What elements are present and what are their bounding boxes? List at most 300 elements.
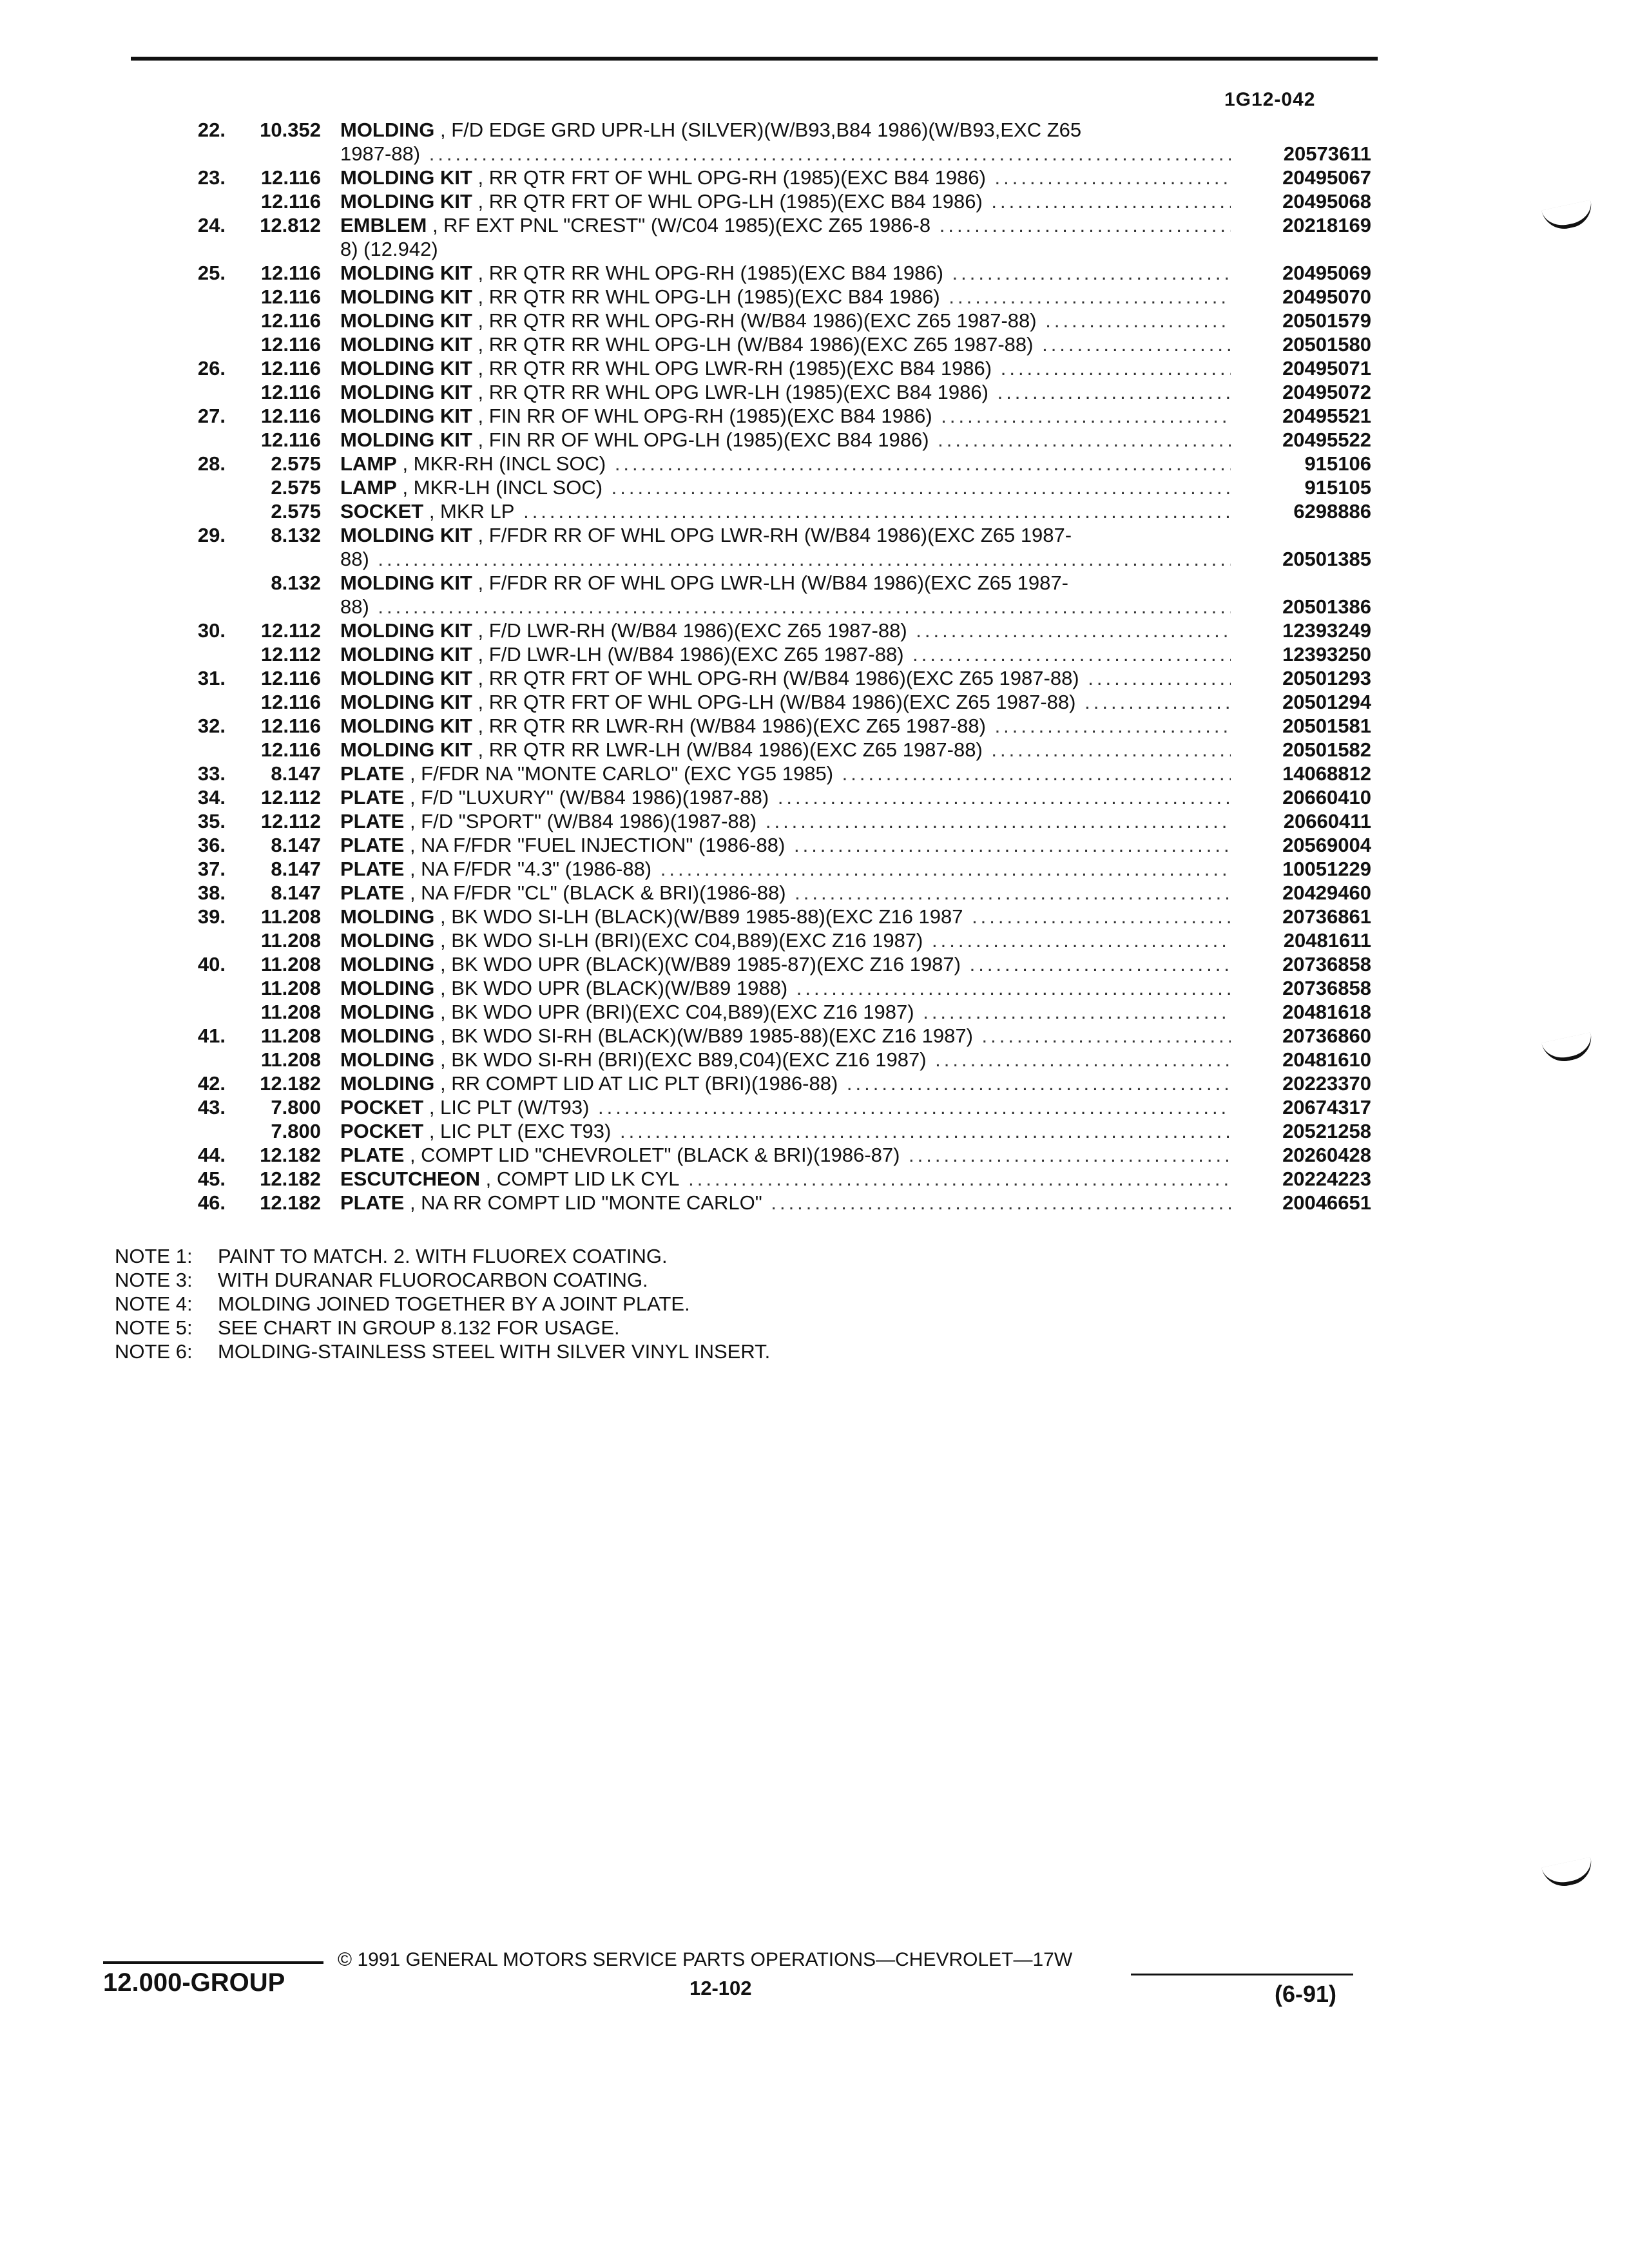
parts-row [0, 928, 1629, 952]
note-label: NOTE 4: [115, 1293, 193, 1315]
item-name: MOLDING KIT [340, 262, 472, 284]
item-name: PLATE [340, 881, 405, 904]
item-detail: , MKR LP [429, 500, 515, 523]
item-key: 40. [197, 953, 226, 975]
part-number: 20429460 [1282, 881, 1371, 904]
item-description [340, 1048, 1231, 1072]
item-detail: , F/D LWR-RH (W/B84 1986)(EXC Z65 1987-88) [477, 619, 907, 642]
item-detail: , RR QTR FRT OF WHL OPG-LH (W/B84 1986)(EXC Z65 1987-88) [477, 691, 1076, 713]
item-name: MOLDING [340, 1001, 435, 1023]
item-description [340, 356, 1231, 380]
group-number: 12.182 [260, 1144, 321, 1166]
item-name: MOLDING [340, 977, 435, 999]
item-description [340, 762, 1231, 785]
parts-row [0, 1167, 1629, 1191]
item-detail: , NA F/FDR "CL" (BLACK & BRI)(1986-88) [409, 881, 786, 904]
note-label: NOTE 6: [115, 1340, 193, 1363]
item-key: 39. [197, 905, 226, 928]
group-number: 12.182 [260, 1072, 321, 1095]
group-number: 12.112 [260, 786, 321, 809]
group-number: 11.208 [260, 977, 321, 999]
group-number: 8.147 [271, 858, 321, 880]
item-name: MOLDING KIT [340, 357, 472, 380]
item-detail: 1987-88) [340, 142, 421, 165]
group-number: 12.116 [260, 357, 321, 380]
group-number: 7.800 [271, 1120, 321, 1142]
parts-row [0, 881, 1629, 905]
group-number: 11.208 [260, 953, 321, 975]
part-number: 6298886 [1293, 500, 1371, 523]
group-number: 12.116 [260, 381, 321, 403]
parts-row [0, 976, 1629, 1000]
item-detail: , BK WDO SI-RH (BLACK)(W/B89 1985-88)(EXC Z16 1987) [440, 1024, 973, 1047]
item-name: POCKET [340, 1096, 424, 1119]
item-key: 34. [197, 786, 226, 809]
item-detail: , RR QTR RR WHL OPG-LH (W/B84 1986)(EXC Z65 1987-88) [477, 333, 1034, 356]
item-detail: , BK WDO UPR (BLACK)(W/B89 1985-87)(EXC Z16 1987) [440, 953, 961, 975]
item-detail: 88) [340, 548, 369, 570]
part-number: 20501293 [1282, 667, 1371, 689]
part-number: 20736861 [1282, 905, 1371, 928]
group-number: 2.575 [271, 500, 321, 523]
item-detail: , RR QTR FRT OF WHL OPG-RH (1985)(EXC B84 1986) [477, 166, 986, 189]
part-number: 915105 [1304, 476, 1371, 499]
part-number: 20495521 [1282, 405, 1371, 427]
item-name: PLATE [340, 810, 405, 832]
item-description [340, 189, 1231, 213]
item-name: MOLDING KIT [340, 190, 472, 213]
item-name: MOLDING KIT [340, 405, 472, 427]
parts-row [0, 237, 1629, 261]
part-number: 20495070 [1282, 285, 1371, 308]
item-name: MOLDING [340, 953, 435, 975]
part-number: 20501386 [1282, 595, 1371, 618]
parts-list [0, 118, 1629, 1215]
item-detail: , NA RR COMPT LID "MONTE CARLO" [409, 1191, 762, 1214]
top-rule [131, 57, 1378, 61]
item-description [340, 1167, 1231, 1191]
item-description [340, 785, 1231, 809]
item-description [340, 976, 1231, 1000]
parts-row [0, 118, 1629, 142]
item-key: 37. [197, 858, 226, 880]
group-number: 11.208 [260, 905, 321, 928]
part-number: 20736858 [1282, 953, 1371, 975]
item-detail: , BK WDO SI-LH (BLACK)(W/B89 1985-88)(EXC Z16 1987 [440, 905, 963, 928]
item-name: ESCUTCHEON [340, 1168, 481, 1190]
item-detail: , F/FDR RR OF WHL OPG LWR-RH (W/B84 1986)(EXC Z65 1987- [477, 524, 1072, 546]
item-name: MOLDING KIT [340, 524, 472, 546]
parts-row [0, 1048, 1629, 1072]
item-description [340, 619, 1231, 642]
item-detail: , RF EXT PNL "CREST" (W/C04 1985)(EXC Z65 1986-8 [432, 214, 931, 236]
item-description [340, 881, 1231, 905]
item-detail: 88) [340, 595, 369, 618]
notes-section [115, 1244, 770, 1363]
item-key: 31. [197, 667, 226, 689]
item-name: MOLDING KIT [340, 381, 472, 403]
item-description [340, 380, 1231, 404]
parts-row [0, 1191, 1629, 1215]
item-description [340, 213, 1231, 237]
item-key: 38. [197, 881, 226, 904]
parts-row [0, 571, 1629, 595]
item-description [340, 928, 1231, 952]
item-name: MOLDING [340, 119, 435, 141]
item-description [340, 547, 1231, 571]
item-key: 42. [197, 1072, 226, 1095]
item-detail: 8) (12.942) [340, 238, 438, 260]
item-description [340, 1095, 1231, 1119]
item-name: EMBLEM [340, 214, 427, 236]
item-detail: , FIN RR OF WHL OPG-RH (1985)(EXC B84 1986) [477, 405, 932, 427]
item-name: MOLDING [340, 905, 435, 928]
item-name: MOLDING KIT [340, 691, 472, 713]
note-text: MOLDING-STAINLESS STEEL WITH SILVER VINYL INSERT. [218, 1340, 771, 1363]
item-detail: , NA F/FDR "FUEL INJECTION" (1986-88) [409, 834, 786, 856]
item-description [340, 714, 1231, 738]
parts-row [0, 1143, 1629, 1167]
note-text: SEE CHART IN GROUP 8.132 FOR USAGE. [218, 1316, 620, 1339]
parts-row [0, 1024, 1629, 1048]
part-number: 20495067 [1282, 166, 1371, 189]
item-detail: , RR QTR RR WHL OPG-LH (1985)(EXC B84 1986) [477, 285, 940, 308]
item-description [340, 523, 1231, 547]
group-number: 12.112 [260, 643, 321, 666]
group-number: 11.208 [260, 1048, 321, 1071]
item-detail: , BK WDO UPR (BRI)(EXC C04,B89)(EXC Z16 1987) [440, 1001, 914, 1023]
group-number: 12.116 [260, 405, 321, 427]
item-detail: , RR QTR RR WHL OPG-RH (W/B84 1986)(EXC Z65 1987-88) [477, 309, 1037, 332]
item-detail: , RR QTR RR WHL OPG LWR-RH (1985)(EXC B84 1986) [477, 357, 992, 380]
item-detail: , F/D LWR-LH (W/B84 1986)(EXC Z65 1987-88) [477, 643, 904, 666]
parts-row [0, 309, 1629, 332]
group-number: 8.147 [271, 834, 321, 856]
item-key: 43. [197, 1096, 226, 1119]
footer-date: (6-91) [1275, 1981, 1337, 2007]
group-number: 8.132 [271, 524, 321, 546]
part-number: 915106 [1304, 452, 1371, 475]
parts-row [0, 428, 1629, 452]
note-line [115, 1268, 770, 1292]
parts-row [0, 547, 1629, 571]
item-detail: , NA F/FDR "4.3" (1986-88) [409, 858, 652, 880]
group-number: 8.147 [271, 762, 321, 785]
item-key: 26. [197, 357, 226, 380]
note-label: NOTE 5: [115, 1316, 193, 1339]
item-name: MOLDING KIT [340, 667, 472, 689]
item-detail: , RR QTR RR LWR-RH (W/B84 1986)(EXC Z65 1987-88) [477, 715, 986, 737]
group-number: 12.116 [260, 715, 321, 737]
item-name: LAMP [340, 452, 397, 475]
item-key: 36. [197, 834, 226, 856]
item-name: MOLDING [340, 1072, 435, 1095]
group-number: 12.116 [260, 166, 321, 189]
item-detail: , RR QTR RR WHL OPG-RH (1985)(EXC B84 1986) [477, 262, 943, 284]
part-number: 12393249 [1282, 619, 1371, 642]
item-detail: , F/FDR RR OF WHL OPG LWR-LH (W/B84 1986)(EXC Z65 1987- [477, 572, 1068, 594]
item-key: 24. [197, 214, 226, 236]
note-text: PAINT TO MATCH. 2. WITH FLUOREX COATING. [218, 1245, 668, 1267]
item-detail: , LIC PLT (W/T93) [429, 1096, 590, 1119]
item-description [340, 476, 1231, 499]
part-number: 20660411 [1283, 810, 1371, 832]
item-name: LAMP [340, 476, 397, 499]
item-detail: , RR QTR RR WHL OPG LWR-LH (1985)(EXC B84 1986) [477, 381, 988, 403]
group-number: 12.182 [260, 1191, 321, 1214]
parts-row [0, 785, 1629, 809]
item-description [340, 690, 1231, 714]
item-description [340, 571, 1231, 595]
group-number: 12.116 [260, 309, 321, 332]
footer-group: 12.000-GROUP [103, 1968, 285, 1997]
item-description [340, 404, 1231, 428]
item-description [340, 905, 1231, 928]
part-number: 20260428 [1282, 1144, 1371, 1166]
parts-row [0, 356, 1629, 380]
item-name: POCKET [340, 1120, 424, 1142]
item-description [340, 332, 1231, 356]
item-description [340, 118, 1231, 142]
parts-row [0, 261, 1629, 285]
parts-row [0, 142, 1629, 166]
parts-row [0, 476, 1629, 499]
parts-row [0, 166, 1629, 189]
item-name: MOLDING KIT [340, 572, 472, 594]
item-detail: , MKR-RH (INCL SOC) [402, 452, 606, 475]
group-number: 10.352 [260, 119, 321, 141]
item-detail: , RR QTR RR LWR-LH (W/B84 1986)(EXC Z65 1987-88) [477, 738, 983, 761]
parts-row [0, 642, 1629, 666]
binder-hole-mark [1541, 1857, 1595, 1890]
part-number: 20495072 [1282, 381, 1371, 403]
item-description [340, 1143, 1231, 1167]
parts-row [0, 1072, 1629, 1095]
item-name: PLATE [340, 1191, 405, 1214]
item-description [340, 738, 1231, 762]
item-description [340, 857, 1231, 881]
item-name: MOLDING KIT [340, 333, 472, 356]
note-label: NOTE 3: [115, 1269, 193, 1291]
part-number: 20224223 [1282, 1168, 1371, 1190]
parts-row [0, 404, 1629, 428]
item-detail: , MKR-LH (INCL SOC) [402, 476, 603, 499]
parts-row [0, 1095, 1629, 1119]
item-key: 28. [197, 452, 226, 475]
item-detail: , COMPT LID LK CYL [485, 1168, 680, 1190]
item-name: MOLDING KIT [340, 285, 472, 308]
item-detail: , BK WDO SI-RH (BRI)(EXC B89,C04)(EXC Z16 1987) [440, 1048, 927, 1071]
parts-row [0, 809, 1629, 833]
item-description [340, 1000, 1231, 1024]
parts-row [0, 714, 1629, 738]
item-description [340, 285, 1231, 309]
group-number: 11.208 [260, 929, 321, 952]
item-description [340, 261, 1231, 285]
item-key: 30. [197, 619, 226, 642]
part-number: 20569004 [1282, 834, 1371, 856]
item-key: 23. [197, 166, 226, 189]
parts-row [0, 332, 1629, 356]
part-number: 20223370 [1282, 1072, 1371, 1095]
parts-row [0, 595, 1629, 619]
parts-row [0, 762, 1629, 785]
part-number: 20674317 [1282, 1096, 1371, 1119]
part-number: 20501385 [1282, 548, 1371, 570]
item-detail: , BK WDO UPR (BLACK)(W/B89 1988) [440, 977, 788, 999]
item-description [340, 452, 1231, 476]
item-key: 22. [197, 119, 226, 141]
item-key: 29. [197, 524, 226, 546]
parts-row [0, 499, 1629, 523]
group-number: 12.116 [260, 262, 321, 284]
part-number: 14068812 [1282, 762, 1371, 785]
parts-row [0, 952, 1629, 976]
part-number: 20573611 [1283, 142, 1371, 165]
group-number: 12.112 [260, 619, 321, 642]
item-key: 35. [197, 810, 226, 832]
footer-copyright: © 1991 GENERAL MOTORS SERVICE PARTS OPERATIONS—CHEVROLET—17W [338, 1949, 1073, 1970]
parts-row [0, 905, 1629, 928]
item-detail: , F/D "SPORT" (W/B84 1986)(1987-88) [409, 810, 757, 832]
group-number: 8.132 [271, 572, 321, 594]
item-description [340, 166, 1231, 189]
group-number: 12.182 [260, 1168, 321, 1190]
item-key: 46. [197, 1191, 226, 1214]
item-description [340, 1191, 1231, 1215]
item-name: MOLDING KIT [340, 738, 472, 761]
part-number: 20495069 [1282, 262, 1371, 284]
parts-row [0, 738, 1629, 762]
group-number: 11.208 [260, 1001, 321, 1023]
item-key: 45. [197, 1168, 226, 1190]
group-number: 2.575 [271, 452, 321, 475]
item-detail: , FIN RR OF WHL OPG-LH (1985)(EXC B84 1986) [477, 428, 929, 451]
parts-row [0, 690, 1629, 714]
group-number: 8.147 [271, 881, 321, 904]
item-description [340, 642, 1231, 666]
part-number: 20501580 [1282, 333, 1371, 356]
note-line [115, 1244, 770, 1268]
parts-row [0, 666, 1629, 690]
item-detail: , RR QTR FRT OF WHL OPG-RH (W/B84 1986)(EXC Z65 1987-88) [477, 667, 1079, 689]
part-number: 20736858 [1282, 977, 1371, 999]
item-description [340, 952, 1231, 976]
part-number: 20501294 [1282, 691, 1371, 713]
group-number: 12.116 [260, 285, 321, 308]
note-line [115, 1340, 770, 1363]
group-number: 12.116 [260, 190, 321, 213]
item-key: 32. [197, 715, 226, 737]
part-number: 20046651 [1282, 1191, 1371, 1214]
item-description [340, 666, 1231, 690]
item-key: 41. [197, 1024, 226, 1047]
item-key: 44. [197, 1144, 226, 1166]
part-number: 20481610 [1282, 1048, 1371, 1071]
group-number: 7.800 [271, 1096, 321, 1119]
part-number: 20501582 [1282, 738, 1371, 761]
item-description [340, 309, 1231, 332]
parts-row [0, 619, 1629, 642]
item-detail: , RR QTR FRT OF WHL OPG-LH (1985)(EXC B84 1986) [477, 190, 983, 213]
item-description [340, 237, 1231, 261]
part-number: 20495071 [1282, 357, 1371, 380]
part-number: 20660410 [1282, 786, 1371, 809]
parts-row [0, 1000, 1629, 1024]
item-name: MOLDING KIT [340, 619, 472, 642]
parts-row [0, 380, 1629, 404]
item-name: SOCKET [340, 500, 424, 523]
part-number: 20481618 [1282, 1001, 1371, 1023]
parts-row [0, 285, 1629, 309]
item-key: 27. [197, 405, 226, 427]
item-detail: , COMPT LID "CHEVROLET" (BLACK & BRI)(1986-87) [409, 1144, 900, 1166]
item-name: MOLDING KIT [340, 643, 472, 666]
parts-row [0, 189, 1629, 213]
item-description [340, 499, 1231, 523]
part-number: 12393250 [1282, 643, 1371, 666]
item-description [340, 809, 1231, 833]
group-number: 12.112 [260, 810, 321, 832]
part-number: 10051229 [1282, 858, 1371, 880]
item-detail: , BK WDO SI-LH (BRI)(EXC C04,B89)(EXC Z16 1987) [440, 929, 923, 952]
item-detail: , F/FDR NA "MONTE CARLO" (EXC YG5 1985) [409, 762, 834, 785]
item-name: MOLDING KIT [340, 715, 472, 737]
part-number: 20218169 [1282, 214, 1371, 236]
page-code: 1G12-042 [1224, 89, 1316, 110]
item-name: MOLDING KIT [340, 166, 472, 189]
item-key: 33. [197, 762, 226, 785]
item-description [340, 833, 1231, 857]
part-number: 20481611 [1283, 929, 1371, 952]
item-name: MOLDING KIT [340, 309, 472, 332]
group-number: 12.116 [260, 667, 321, 689]
parts-row [0, 1119, 1629, 1143]
footer-rule-left [103, 1961, 323, 1964]
part-number: 20736860 [1282, 1024, 1371, 1047]
item-name: MOLDING [340, 929, 435, 952]
part-number: 20495522 [1282, 428, 1371, 451]
item-description [340, 1119, 1231, 1143]
item-name: PLATE [340, 762, 405, 785]
item-key: 25. [197, 262, 226, 284]
parts-row [0, 523, 1629, 547]
footer-page-number: 12-102 [689, 1977, 752, 1999]
item-description [340, 428, 1231, 452]
note-text: WITH DURANAR FLUOROCARBON COATING. [218, 1269, 648, 1291]
group-number: 12.116 [260, 738, 321, 761]
item-name: MOLDING KIT [340, 428, 472, 451]
item-detail: , LIC PLT (EXC T93) [429, 1120, 612, 1142]
note-label: NOTE 1: [115, 1245, 193, 1267]
group-number: 12.812 [260, 214, 321, 236]
item-detail: , F/D EDGE GRD UPR-LH (SILVER)(W/B93,B84 1986)(W/B93,EXC Z65 [440, 119, 1082, 141]
group-number: 12.116 [260, 428, 321, 451]
part-number: 20521258 [1282, 1120, 1371, 1142]
item-description [340, 595, 1231, 619]
footer-rule-right [1131, 1974, 1353, 1975]
parts-row [0, 452, 1629, 476]
item-name: MOLDING [340, 1048, 435, 1071]
item-detail: , RR COMPT LID AT LIC PLT (BRI)(1986-88) [440, 1072, 838, 1095]
item-name: PLATE [340, 858, 405, 880]
item-name: PLATE [340, 834, 405, 856]
item-name: PLATE [340, 786, 405, 809]
parts-row [0, 833, 1629, 857]
item-detail: , F/D "LUXURY" (W/B84 1986)(1987-88) [409, 786, 769, 809]
item-description [340, 142, 1231, 166]
group-number: 12.116 [260, 691, 321, 713]
